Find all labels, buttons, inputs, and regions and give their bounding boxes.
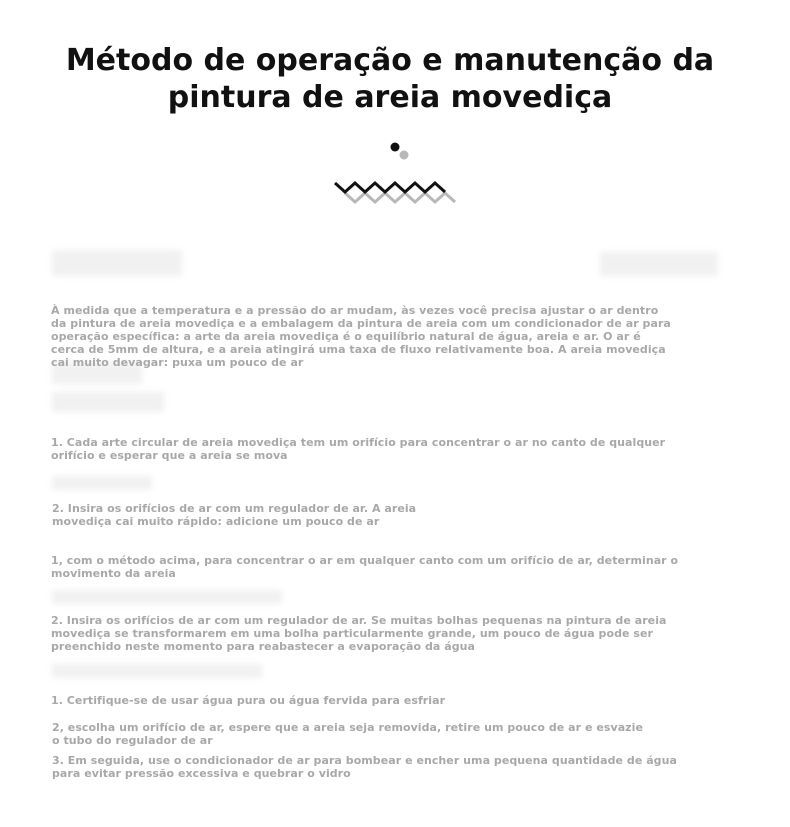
blurred-block bbox=[52, 392, 164, 412]
blurred-block bbox=[52, 664, 262, 678]
blurred-block bbox=[52, 590, 282, 604]
intro-paragraph: À medida que a temperatura e a pressão do ar mudam, às vezes você precisa ajustar o ar dentro da pintura de areia movediça e a embalagem da pintura de areia com um condicionador de ar para operação específica: a arte da areia movediça é o equilíbrio natural de água, areia e ar. O ar é cerca de 5mm de altura, e a areia atingirá uma taxa de fluxo relativamente boa. A areia movediça cai muito devagar: puxa um pouco de ar bbox=[51, 304, 671, 369]
list-item: 1. Certifique-se de usar água pura ou água fervida para esfriar bbox=[51, 694, 446, 707]
list-item: 3. Em seguida, use o condicionador de ar para bombear e encher uma pequena quantidade de água para evitar pressão excessiva e quebrar o vidro bbox=[52, 754, 677, 780]
page-title: Método de operação e manutenção da pintura de areia movediça bbox=[65, 43, 715, 115]
list-item: 2. Insira os orifícios de ar com um regulador de ar. Se muitas bolhas pequenas na pintura de areia movediça se transformarem em uma bolha particularmente grande, um pouco de água pode ser preenchido neste momento para reabastecer a evaporação da água bbox=[51, 614, 667, 653]
list-item: 2, escolha um orifício de ar, espere que a areia seja removida, retire um pouco de ar e esvazie o tubo do regulador de ar bbox=[52, 721, 643, 747]
blurred-block bbox=[600, 252, 718, 276]
blurred-block bbox=[52, 476, 152, 490]
list-item: 1. Cada arte circular de areia movediça tem um orifício para concentrar o ar no canto de qualquer orifício e esperar que a areia se mova bbox=[51, 436, 666, 462]
blurred-block bbox=[52, 250, 182, 276]
list-item: 1, com o método acima, para concentrar o ar em qualquer canto com um orifício de ar, determinar o movimento da areia bbox=[51, 554, 679, 580]
list-item: 2. Insira os orifícios de ar com um regulador de ar. A areia movediça cai muito rápido: adicione um pouco de ar bbox=[52, 502, 417, 528]
zigzag-ornament-icon bbox=[330, 138, 460, 208]
